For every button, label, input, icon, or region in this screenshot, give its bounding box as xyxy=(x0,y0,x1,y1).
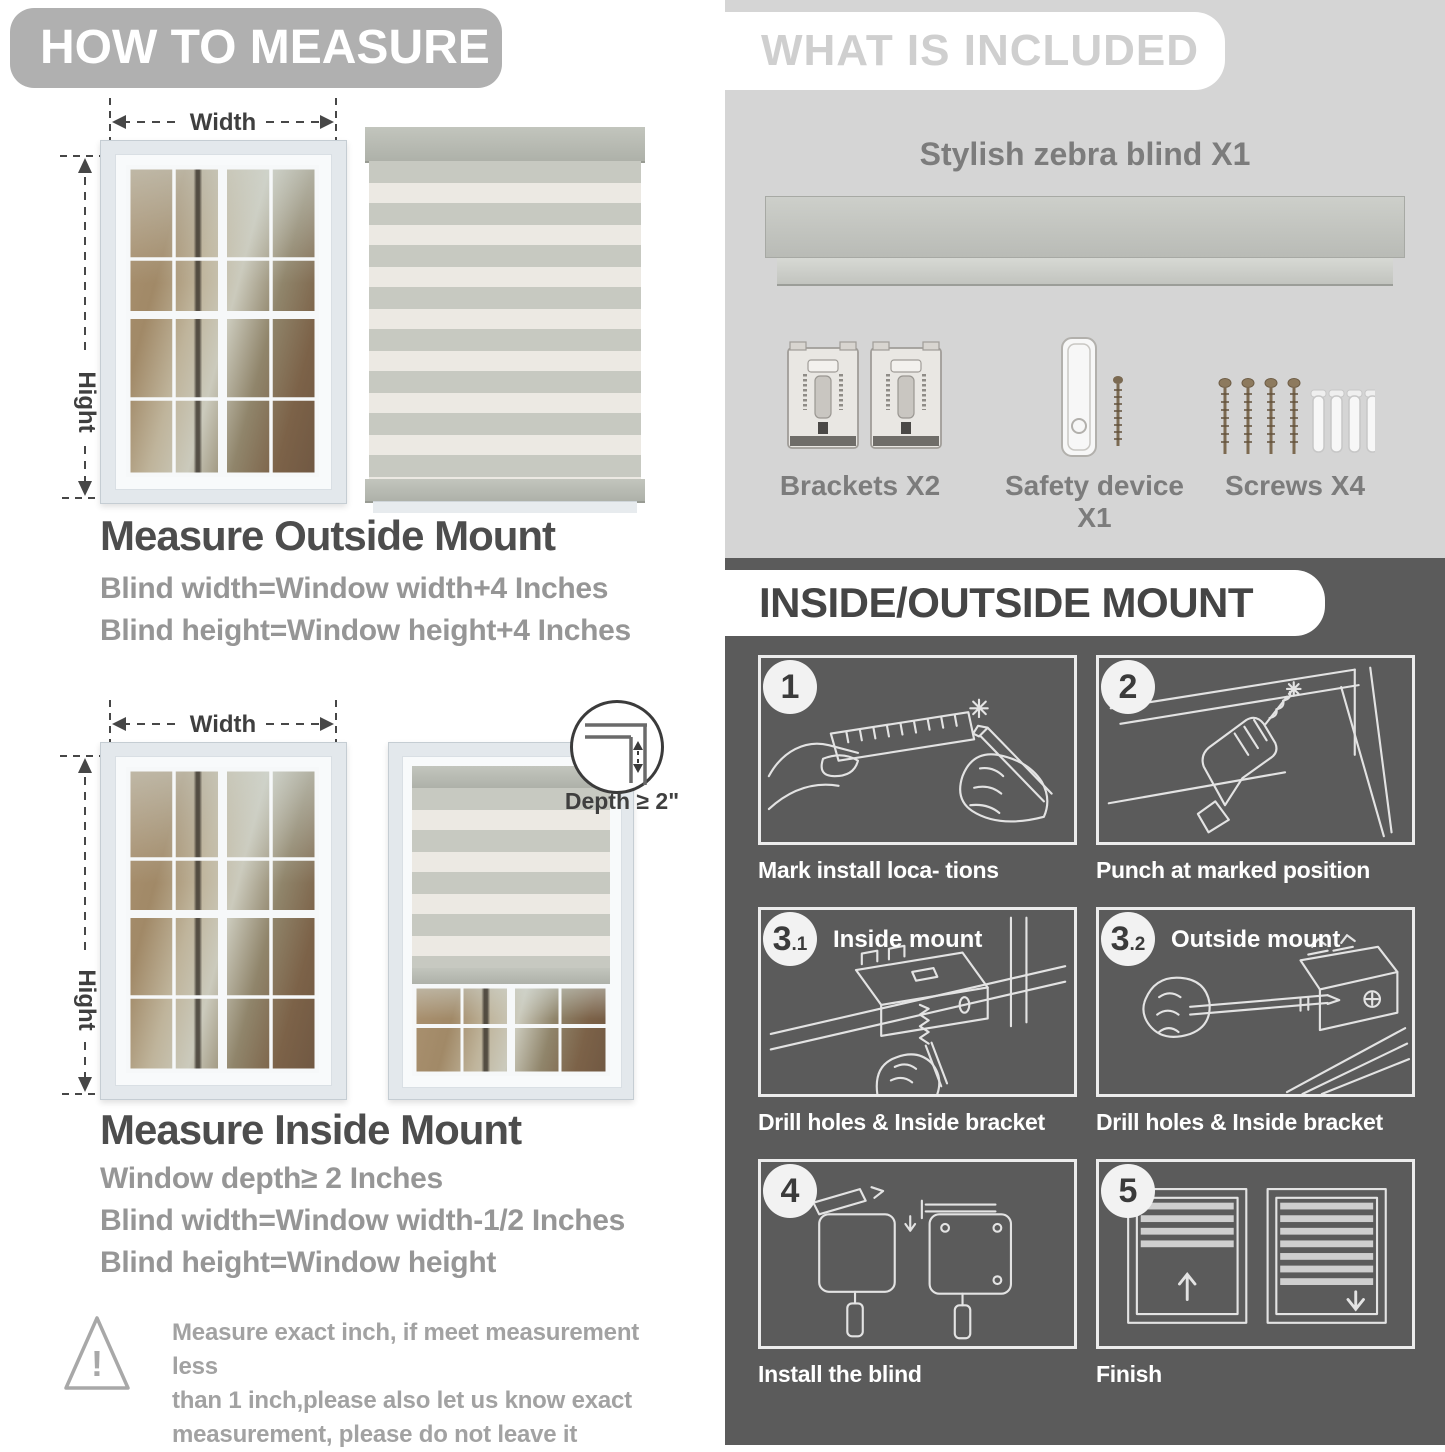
step-badge-3-2: 3 .2 xyxy=(1101,912,1155,966)
step-caption-3-1: Drill holes & Inside bracket xyxy=(758,1109,1045,1135)
brackets-label: Brackets X2 xyxy=(779,470,941,501)
step-cell-3-1 xyxy=(758,907,1077,1159)
step-caption-2: Punch at marked position xyxy=(1096,857,1370,883)
window-photo-fig1 xyxy=(100,140,347,504)
what-is-included-section xyxy=(725,0,1445,558)
step-caption-4: Install the blind xyxy=(758,1361,922,1387)
inside-mount-title: Measure Inside Mount xyxy=(100,1106,522,1153)
brackets-icon xyxy=(783,340,948,465)
zebra-blind-fig1 xyxy=(365,127,645,512)
height-label-fig1: Hight xyxy=(73,371,100,433)
width-arrow-fig2 xyxy=(70,698,360,748)
step-cell-1 xyxy=(758,655,1077,907)
warning-exclamation: ! xyxy=(91,1343,103,1384)
blind-stripes xyxy=(369,161,641,479)
step-caption-5: Finish xyxy=(1096,1361,1162,1387)
step-caption-3-2: Drill holes & Inside bracket xyxy=(1096,1109,1383,1135)
blind-headrail-lip xyxy=(777,258,1393,286)
blind-headrail xyxy=(365,127,645,163)
safety-device-label: Safety device X1 xyxy=(1005,470,1184,533)
step-cell-4 xyxy=(758,1159,1077,1411)
step-cell-2 xyxy=(1096,655,1415,907)
safety-device-icon xyxy=(1052,334,1138,466)
blind-headrail-product xyxy=(765,196,1405,258)
screws-label: Screws X4 xyxy=(1224,470,1366,501)
height-label-fig2: Hight xyxy=(73,969,100,1031)
step-panel-4 xyxy=(758,1159,1077,1349)
blind-bottomrail xyxy=(365,479,645,503)
note-line: Measure exact inch, if meet measurement less xyxy=(172,1319,640,1380)
note-line: than 1 inch,please also let us know exact xyxy=(172,1387,632,1414)
blind-stripes xyxy=(412,788,610,968)
step-caption-1: Mark install loca- tions xyxy=(758,857,999,883)
inside-mount-line1: Window depth≥ 2 Inches xyxy=(100,1162,443,1195)
depth-label: Depth ≥ 2" xyxy=(564,788,680,814)
what-is-included-header: WHAT IS INCLUDED xyxy=(725,12,1225,90)
screws-icon xyxy=(1215,376,1375,466)
step-panel-5 xyxy=(1096,1159,1415,1349)
steps-grid xyxy=(758,655,1415,1411)
outside-mount-title: Measure Outside Mount xyxy=(100,512,556,559)
step-panel-3-2 xyxy=(1096,907,1415,1097)
width-arrow-fig1 xyxy=(70,96,360,146)
width-label-fig2: Width xyxy=(189,711,257,738)
inside-mount-line2: Blind width=Window width-1/2 Inches xyxy=(100,1204,626,1237)
width-label-fig1: Width xyxy=(189,109,257,136)
step-panel-2 xyxy=(1096,655,1415,845)
blind-item-label: Stylish zebra blind X1 xyxy=(919,136,1251,172)
step-panel-3-1 xyxy=(758,907,1077,1097)
warning-triangle-icon xyxy=(62,1312,132,1396)
measure-note xyxy=(172,1316,652,1452)
window-photo-fig2 xyxy=(100,742,347,1100)
outside-mount-line2: Blind height=Window height+4 Inches xyxy=(100,614,631,647)
corner-detail-icon xyxy=(573,703,661,791)
outside-mount-line1: Blind width=Window width+4 Inches xyxy=(100,572,609,605)
mount-header: INSIDE/OUTSIDE MOUNT xyxy=(725,570,1325,636)
mount-instructions-section xyxy=(725,558,1445,1445)
note-line: measurement, please do not leave it xyxy=(172,1421,578,1448)
step-badge-4: 4 xyxy=(763,1164,817,1218)
window-grid xyxy=(412,984,610,1076)
step-cell-5 xyxy=(1096,1159,1415,1411)
step-panel-1 xyxy=(758,655,1077,845)
depth-inset-circle xyxy=(570,700,664,794)
step-title-3-1: Inside mount xyxy=(833,926,983,953)
step-badge-5: 5 xyxy=(1101,1164,1155,1218)
inside-mount-line3: Blind height=Window height xyxy=(100,1246,497,1279)
step-badge-3-1: 3 .1 xyxy=(763,912,817,966)
window-grid xyxy=(126,165,319,477)
step-cell-3-2 xyxy=(1096,907,1415,1159)
window-grid xyxy=(126,767,319,1073)
how-to-measure-header: HOW TO MEASURE xyxy=(10,8,502,88)
step-badge-2: 2 xyxy=(1101,660,1155,714)
step-badge-1: 1 xyxy=(763,660,817,714)
step-title-3-2: Outside mount xyxy=(1171,926,1341,953)
